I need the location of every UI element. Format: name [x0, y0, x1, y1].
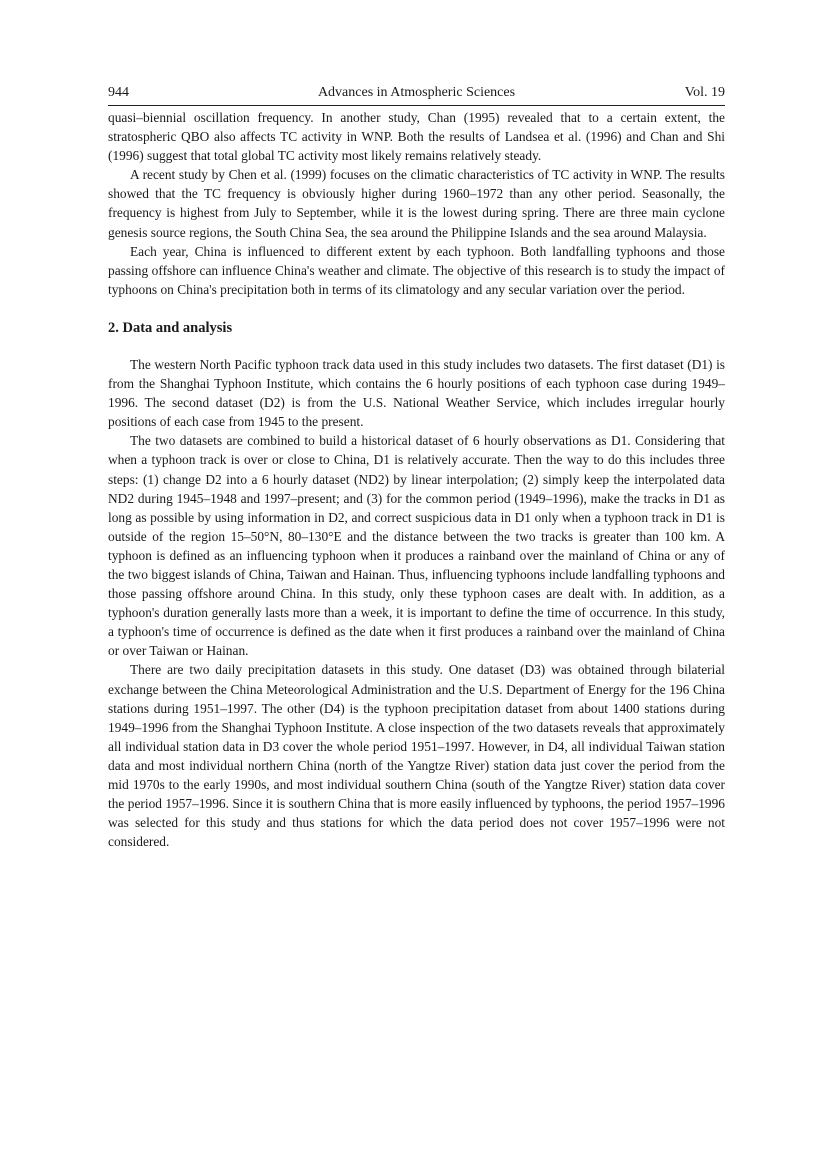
- journal-page: [108, 84, 725, 851]
- section-heading: 2. Data and analysis: [108, 319, 233, 336]
- page-number: 944: [108, 85, 129, 100]
- volume-label: Vol. 19: [684, 85, 725, 100]
- paragraph: The two datasets are combined to build a historical dataset of 6 hourly observations as D1. Considering that when a typhoon track is over or close to China, D1 is relatively accurate. Then the way to do this includes three steps: (1) change D2 into a 6 hourly dataset (ND2) by linear interpolation; (2) simply keep the interpolated data ND2 during 1945–1948 and 1997–present; and (3) for the common period (1949–1996), make the tracks in D1 as long as possible by using information in D2, and correct suspicious data in D1 only when a typhoon track in D1 is outside of the region 15–50°N, 80–130°E and the distance between the two tracks is greater than 100 km. A typhoon is defined as an influencing typhoon when it produces a rainband over the mainland of China or any of the two biggest islands of China, Taiwan and Hainan. Thus, influencing typhoons include landfalling typhoons and those passing offshore around China. In this study, only these typhoon cases are dealt with. In addition, as a typhoon's duration generally lasts more than a week, it is important to define the time of occurrence. In this study, a typhoon's time of occurrence is defined as the date when it first produces a rainband over the mainland of China or over Taiwan or Hainan.: [108, 433, 725, 659]
- paragraph: quasi–biennial oscillation frequency. In another study, Chan (1995) revealed that to a certain extent, the stratospheric QBO also affects TC activity in WNP. Both the results of Landsea et al. (1996) and Chan and Shi (1996) suggest that total global TC activity most likely remains relatively steady.: [108, 110, 725, 164]
- article-body: [108, 108, 725, 851]
- journal-title: Advances in Atmospheric Sciences: [317, 85, 516, 100]
- running-header: [108, 84, 725, 106]
- paragraph: The western North Pacific typhoon track data used in this study includes two datasets. The first dataset (D1) is from the Shanghai Typhoon Institute, which contains the 6 hourly positions of each typhoon case during 1949–1996. The second dataset (D2) is from the U.S. National Weather Service, which includes irregular hourly positions of each case from 1945 to the present.: [108, 356, 725, 430]
- paragraph: Each year, China is influenced to different extent by each typhoon. Both landfalling typhoons and those passing offshore can influence China's weather and climate. The objective of this research is to study the impact of typhoons on China's precipitation both in terms of its climatology and any secular variation over the period.: [108, 243, 725, 297]
- paragraph: A recent study by Chen et al. (1999) focuses on the climatic characteristics of TC activity in WNP. The results showed that the TC frequency is obviously higher during 1960–1972 than any other period. Seasonally, the frequency is highest from July to September, while it is the lowest during spring. There are three main cyclone genesis source regions, the South China Sea, the sea around the Philippine Islands and the sea around Malaysia.: [108, 167, 725, 240]
- paragraph: There are two daily precipitation datasets in this study. One dataset (D3) was obtained through bilaterial exchange between the China Meteorological Administration and the U.S. Department of Energy for the 196 China stations during 1951–1997. The other (D4) is the typhoon precipitation dataset from about 1400 stations during 1949–1996 from the Shanghai Typhoon Institute. A close inspection of the two datasets reveals that approximately all individual station data in D3 cover the whole period 1951–1997. However, in D4, all individual Taiwan station data and most individual northern China (north of the Yangtze River) station data just cover the period from the mid 1970s to the early 1990s, and most individual southern China (south of the Yangtze River) station data cover the period 1957–1996. Since it is southern China that is more easily influenced by typhoons, the period 1957–1996 was selected for this study and thus stations for which the data period does not cover 1957–1996 were not considered.: [108, 662, 725, 850]
